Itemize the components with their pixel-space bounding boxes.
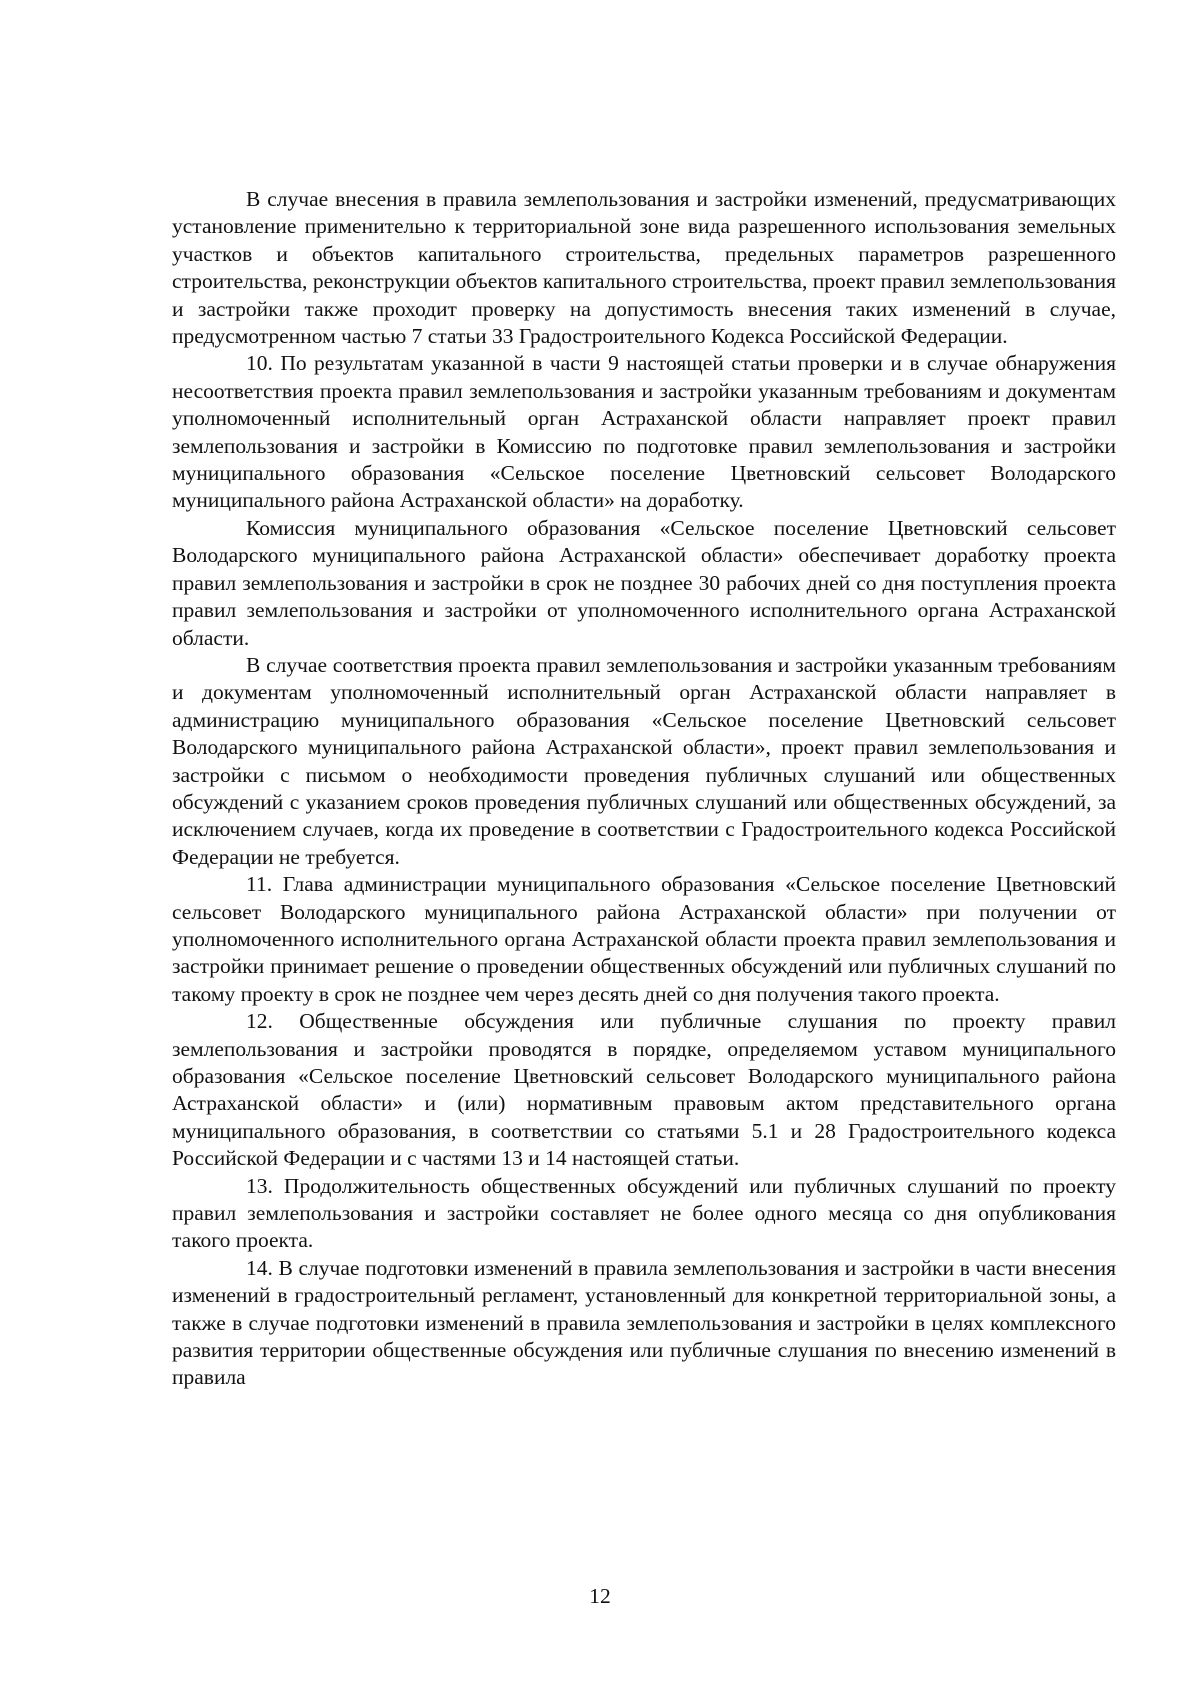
paragraph-commission-revision: Комиссия муниципального образования «Сельское поселение Цветновский сельсовет Володарского муниципального района Астраханской области» обеспечивает доработку проекта правил землепользования и застройки в срок не позднее 30 рабочих дней со дня поступления проекта правил землепользования и застройки от уполномоченного исполнительного органа Астраханской области.: [172, 515, 1116, 650]
paragraph-11-head-decision: 11. Глава администрации муниципального образования «Сельское поселение Цветновский сельсовет Володарского муниципального района Астраханской области» при получении от уполномоченного исполнительного органа Астраханской области проекта правил землепользования и застройки принимает решение о проведении общественных обсуждений или публичных слушаний по такому проекту в срок не позднее чем через десять дней со дня получения такого проекта.: [172, 872, 1116, 1006]
page-number: 12: [589, 1584, 611, 1608]
paragraph-10-revision: 10. По результатам указанной в части 9 настоящей статьи проверки и в случае обнаружения несоответствия проекта правил землепользования и застройки указанным требованиям и документам уполномоченный исполнительный орган Астраханской области направляет проект правил землепользования и застройки в Комиссию по подготовке правил землепользования и застройки муниципального образования «Сельское поселение Цветновский сельсовет Володарского муниципального района Астраханской области» на доработку.: [172, 351, 1116, 513]
paragraph-13-duration: 13. Продолжительность общественных обсуждений или публичных слушаний по проекту правил землепользования и застройки составляет не более одного месяца со дня опубликования такого проекта.: [172, 1173, 1116, 1253]
paragraph-12-hearings-procedure: 12. Общественные обсуждения или публичные слушания по проекту правил землепользования и застройки проводятся в порядке, определяемом уставом муниципального образования «Сельское поселение Цветновский сельсовет Володарского муниципального района Астраханской области» и (или) нормативным правовым актом представительного органа муниципального образования, в соответствии со статьями 5.1 и 28 Градостроительного кодекса Российской Федерации и с частями 13 и 14 настоящей статьи.: [172, 1009, 1116, 1171]
paragraph-14-regulation-changes: 14. В случае подготовки изменений в правила землепользования и застройки в части внесения изменений в градостроительный регламент, установленный для конкретной территориальной зоны, а также в случае подготовки изменений в правила землепользования и застройки в целях комплексного развития территории общественные обсуждения или публичные слушания по внесению изменений в правила: [172, 1255, 1116, 1390]
document-body: [172, 186, 1116, 1392]
paragraph-zoning-changes-verification: В случае внесения в правила землепользования и застройки изменений, предусматривающих установление применительно к территориальной зоне вида разрешенного использования земельных участков и объектов капитального строительства, предельных параметров разрешенного строительства, реконструкции объектов капитального строительства, проект правил землепользования и застройки также проходит проверку на допустимость внесения таких изменений в случае, предусмотренном частью 7 статьи 33 Градостроительного Кодекса Российской Федерации.: [172, 187, 1116, 349]
paragraph-compliance-referral: В случае соответствия проекта правил землепользования и застройки указанным требованиям и документам уполномоченный исполнительный орган Астраханской области направляет в администрацию муниципального образования «Сельское поселение Цветновский сельсовет Володарского муниципального района Астраханской области», проект правил землепользования и застройки с письмом о необходимости проведения публичных слушаний или общественных обсуждений с указанием сроков проведения публичных слушаний или общественных обсуждений, за исключением случаев, когда их проведение в соответствии с Градостроительного кодекса Российской Федерации не требуется.: [172, 652, 1116, 869]
